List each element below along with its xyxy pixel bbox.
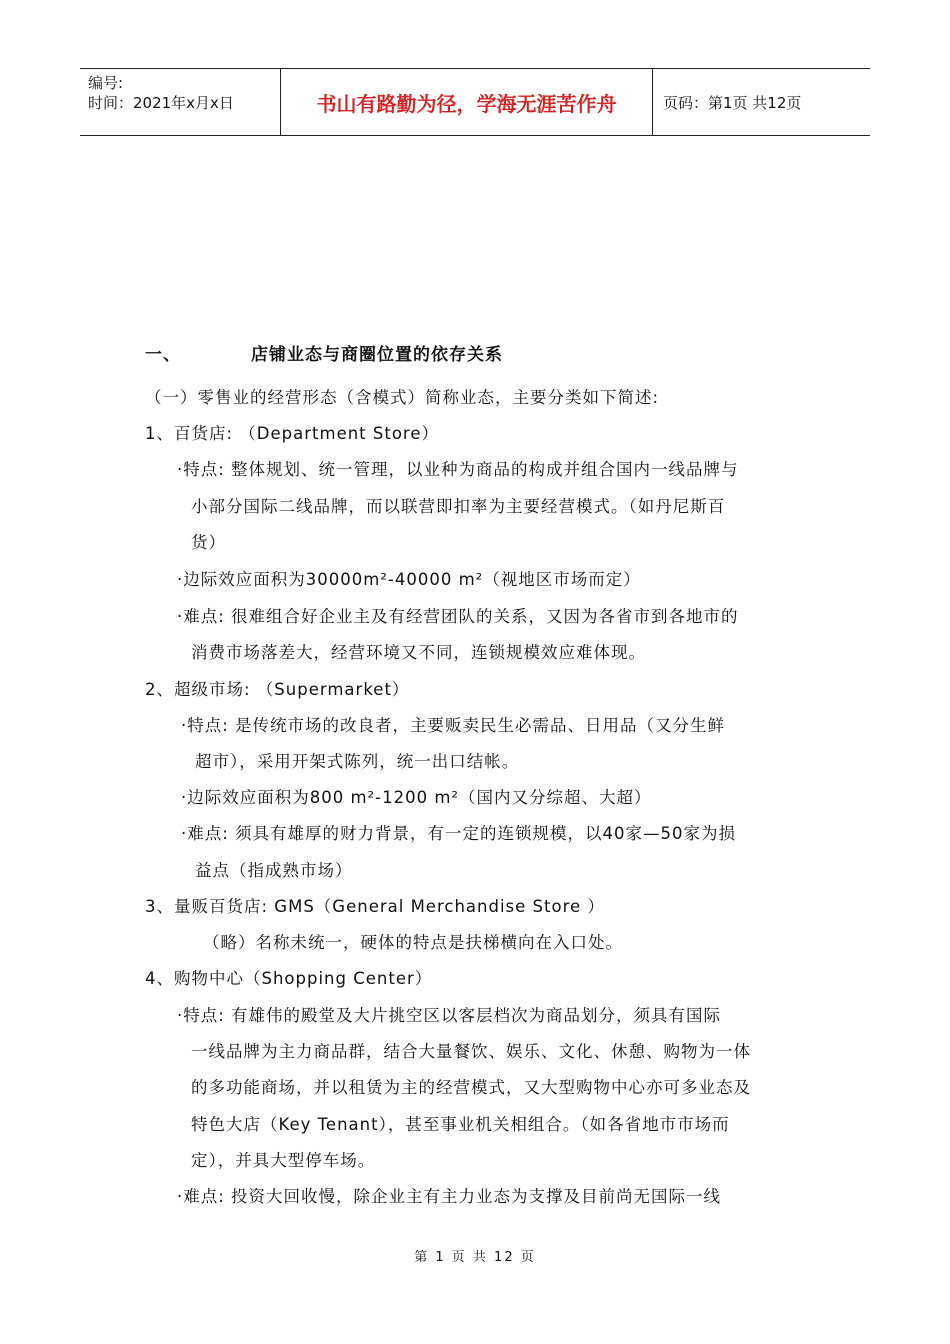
paragraph-line: 消费市场落差大，经营环境又不同，连锁规模效应难体现。 [191, 643, 646, 662]
paragraph-line: 超市），采用开架式陈列，统一出口结帐。 [195, 752, 520, 771]
paragraph-line: ·特点: 是传统市场的改良者，主要贩卖民生必需品、日用品（又分生鲜 [181, 716, 726, 735]
paragraph-line: ·特点: 有雄伟的殿堂及大片挑空区以客层档次为商品划分，须具有国际 [177, 1006, 722, 1025]
paragraph-line: 一线品牌为主力商品群，结合大量餐饮、娱乐、文化、休憩、购物为一体 [191, 1042, 751, 1061]
intro-paragraph: （一）零售业的经营形态（含模式）简称业态，主要分类如下简述: [145, 388, 660, 407]
item-heading-department-store: 1、百货店: （Department Store） [145, 424, 440, 443]
page-footer: 第 1 页 共 12 页 [414, 1250, 536, 1265]
header-motto: 书山有路勤为径，学海无涯苦作舟 [281, 69, 653, 135]
header-page-code: 页码：第1页 共12页 [663, 93, 802, 112]
document-number-label: 编号: [88, 74, 124, 92]
paragraph-line: 定），并具大型停车场。 [191, 1151, 376, 1170]
paragraph-line: ·难点: 投资大回收慢，除企业主有主力业态为支撑及目前尚无国际一线 [177, 1187, 722, 1206]
paragraph-line: ·难点: 须具有雄厚的财力背景，有一定的连锁规模，以40家—50家为损 [181, 824, 737, 843]
item-heading-gms: 3、量贩百货店: GMS（General Merchandise Store ） [145, 897, 605, 916]
paragraph-line: ·难点: 很难组合好企业主及有经营团队的关系，又因为各省市到各地市的 [177, 607, 739, 626]
item-heading-supermarket: 2、超级市场: （Supermarket） [145, 680, 410, 699]
item-heading-shopping-center: 4、购物中心（Shopping Center） [145, 969, 433, 988]
paragraph-line: 小部分国际二线品牌，而以联营即扣率为主要经营模式。（如丹尼斯百 [191, 497, 726, 516]
page-header [80, 68, 870, 136]
section-number: 一、 [145, 345, 181, 365]
paragraph-line: ·特点: 整体规划、统一管理，以业种为商品的构成并组合国内一线品牌与 [177, 460, 739, 479]
paragraph-line: 货） [191, 533, 226, 552]
paragraph-line: ·边际效应面积为800 m²-1200 m²（国内又分综超、大超） [181, 788, 652, 807]
document-date: 时间：2021年x月x日 [88, 94, 234, 112]
paragraph-line: 特色大店（Key Tenant），甚至事业机关相组合。（如各省地市市场而 [191, 1115, 730, 1134]
paragraph-line: 益点（指成熟市场） [195, 861, 353, 880]
header-meta [80, 69, 281, 135]
section-heading [145, 340, 503, 365]
paragraph-line: 的多功能商场，并以租赁为主的经营模式，又大型购物中心亦可多业态及 [191, 1078, 751, 1097]
section-title: 店铺业态与商圈位置的依存关系 [251, 345, 503, 365]
paragraph-line: ·边际效应面积为30000m²-40000 m²（视地区市场而定） [177, 570, 641, 589]
paragraph-line: （略）名称未统一，硬体的特点是扶梯横向在入口处。 [203, 933, 623, 952]
